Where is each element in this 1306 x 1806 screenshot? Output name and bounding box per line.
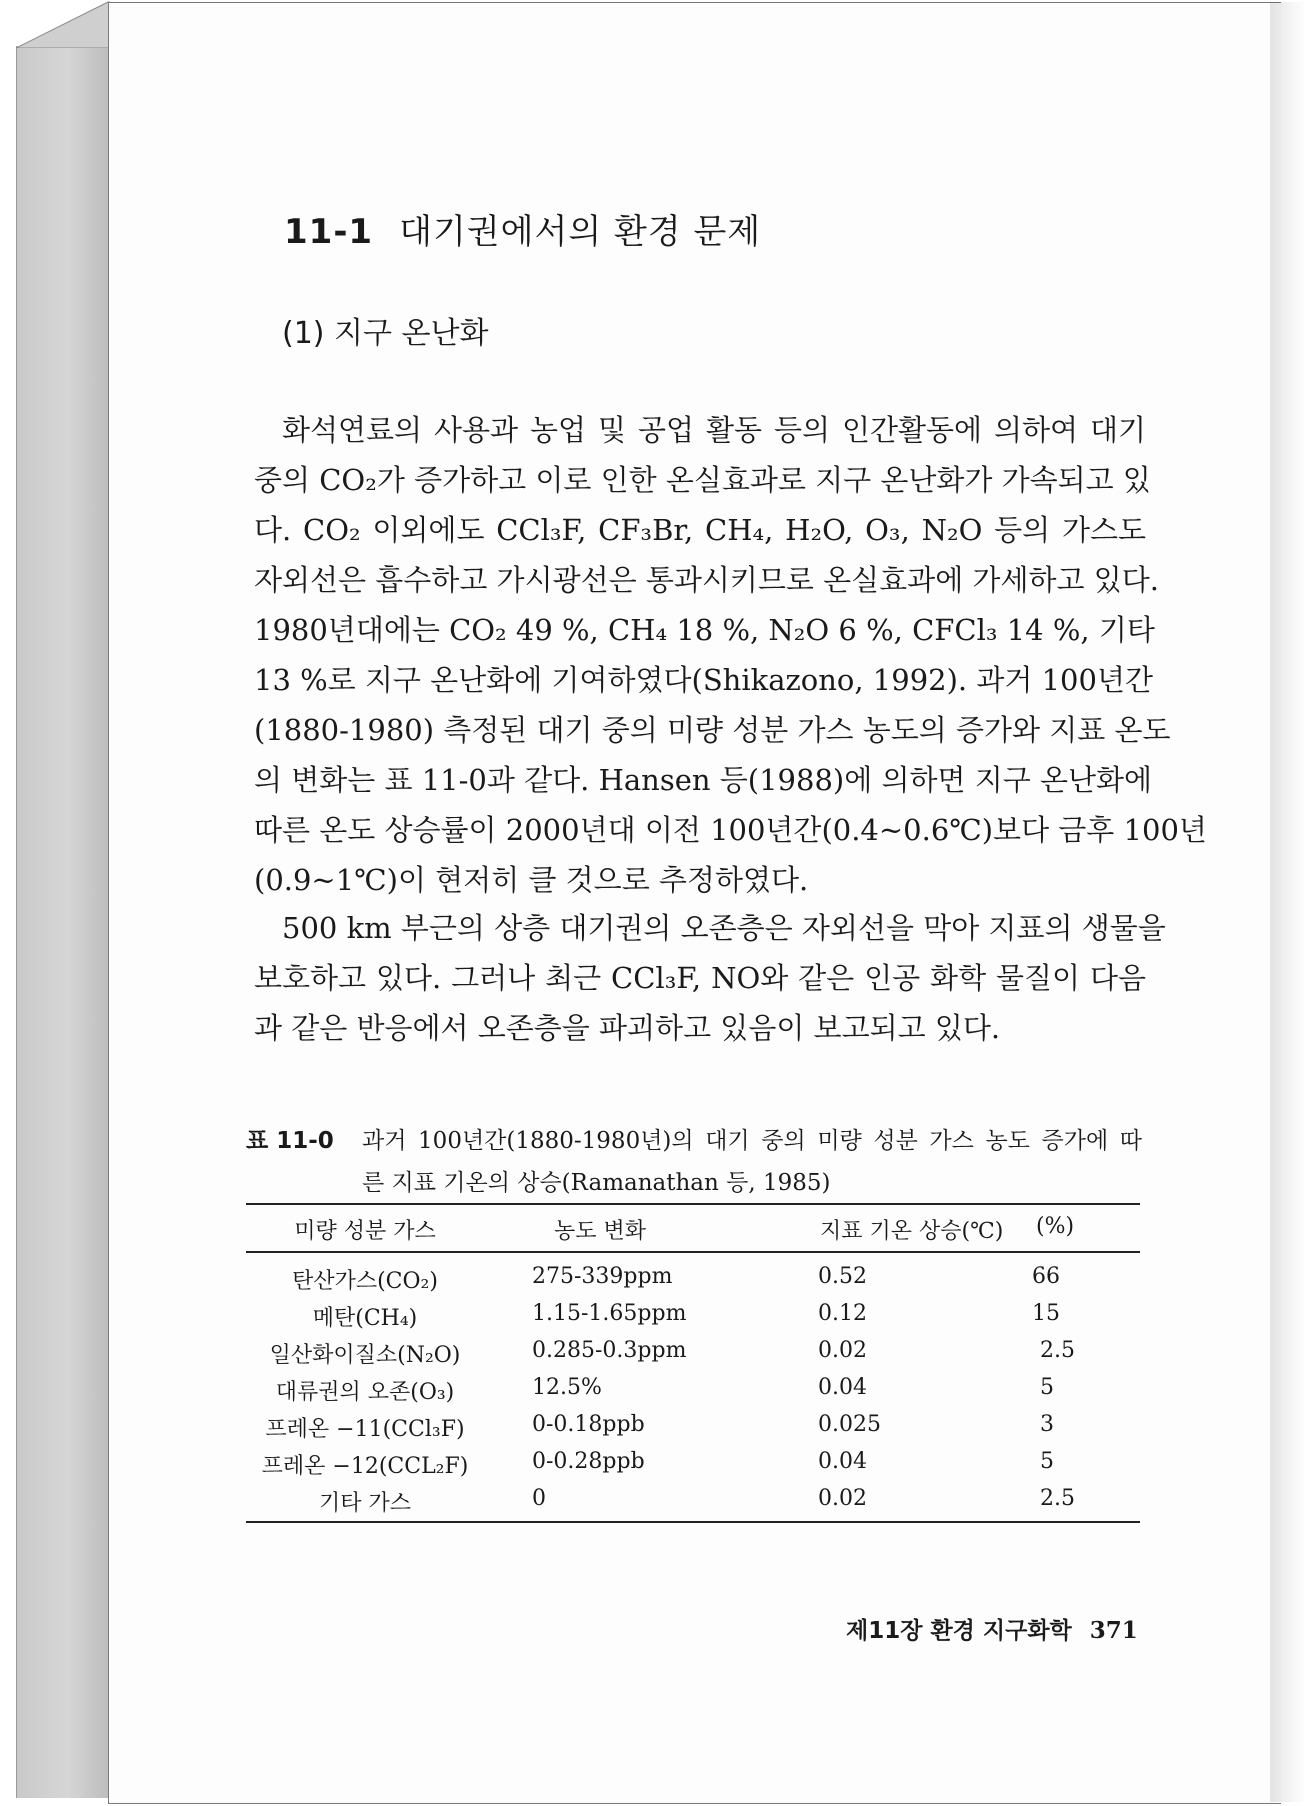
table-cell-gas: 프레온 −12(CCL₂F) xyxy=(261,1454,469,1479)
table-cell-gas: 대류권의 오존(O₃) xyxy=(275,1380,455,1405)
section-number: 11-1 xyxy=(284,212,374,252)
book-top-edge xyxy=(16,0,110,48)
section-title-text: 대기권에서의 환경 문제 xyxy=(399,212,762,252)
paragraph-line: 자외선은 흡수하고 가시광선은 통과시키므로 온실효과에 가세하고 있다. xyxy=(254,563,1159,597)
footer-chapter: 제11장 환경 지구화학 xyxy=(846,1618,1072,1644)
table-cell-gas: 메탄(CH₄) xyxy=(312,1306,418,1331)
table-header-rule xyxy=(246,1251,1140,1253)
table-cell-gas: 프레온 −11(CCl₃F) xyxy=(265,1417,465,1442)
page-number: 371 xyxy=(1089,1617,1138,1644)
table-cell-pct: 2.5 xyxy=(1040,1338,1075,1363)
table-cell-conc: 275-339ppm xyxy=(532,1264,673,1289)
paragraph-line: 의 변화는 표 11-0과 같다. Hansen 등(1988)에 의하면 지구 온난화에 xyxy=(254,763,1153,797)
table-cell-gas: 일산화이질소(N₂O) xyxy=(269,1343,461,1368)
table-cell-conc: 0-0.28ppb xyxy=(532,1449,645,1474)
table-header-conc: 농도 변화 xyxy=(554,1219,647,1244)
table-cell-temp: 0.02 xyxy=(818,1486,867,1511)
paragraph-line: (1880-1980) 측정된 대기 중의 미량 성분 가스 농도의 증가와 지표 온도 xyxy=(254,713,1171,747)
paragraph-line: 중의 CO₂가 증가하고 이로 인한 온실효과로 지구 온난화가 가속되고 있 xyxy=(254,463,1151,497)
section-title xyxy=(284,204,761,253)
subsection-title: (1) 지구 온난화 xyxy=(282,316,489,351)
table-caption-line: 른 지표 기온의 상승(Ramanathan 등, 1985) xyxy=(362,1170,831,1196)
running-footer xyxy=(846,1612,1138,1645)
table-cell-temp: 0.04 xyxy=(818,1449,867,1474)
table-cell-temp: 0.12 xyxy=(818,1301,867,1326)
paragraph-line: 다. CO₂ 이외에도 CCl₃F, CF₃Br, CH₄, H₂O, O₃, N₂O 등의 가스도 xyxy=(254,513,1146,547)
table-cell-gas: 기타 가스 xyxy=(318,1491,411,1516)
table-cell-gas: 탄산가스(CO₂) xyxy=(292,1269,438,1294)
table-header-gas: 미량 성분 가스 xyxy=(294,1219,436,1244)
table-cell-pct: 66 xyxy=(1032,1264,1060,1289)
table-cell-conc: 1.15-1.65ppm xyxy=(532,1301,687,1326)
paragraph-line: (0.9~1℃)이 현저히 클 것으로 추정하였다. xyxy=(254,863,809,897)
paragraph-line: 화석연료의 사용과 농업 및 공업 활동 등의 인간활동에 의하여 대기 xyxy=(282,413,1146,447)
table-cell-pct: 2.5 xyxy=(1040,1486,1075,1511)
table-bottom-rule xyxy=(246,1521,1140,1523)
table-header-temp: 지표 기온 상승(℃) xyxy=(820,1219,1004,1244)
table-cell-temp: 0.04 xyxy=(818,1375,867,1400)
table-cell-pct: 5 xyxy=(1040,1375,1054,1400)
book-page xyxy=(108,2,1281,1804)
table-top-rule xyxy=(246,1203,1140,1205)
table-cell-temp: 0.52 xyxy=(818,1264,867,1289)
page-edge-shadow xyxy=(1270,2,1306,1802)
book-spine-edge xyxy=(16,46,109,1798)
paragraph-line: 1980년대에는 CO₂ 49 %, CH₄ 18 %, N₂O 6 %, CFCl₃ 14 %, 기타 xyxy=(254,613,1155,647)
paragraph-line: 13 %로 지구 온난화에 기여하였다(Shikazono, 1992). 과거 100년간 xyxy=(254,663,1153,697)
table-cell-pct: 5 xyxy=(1040,1449,1054,1474)
table-cell-pct: 15 xyxy=(1032,1301,1060,1326)
table-cell-conc: 0-0.18ppb xyxy=(532,1412,645,1437)
table-cell-temp: 0.025 xyxy=(818,1412,881,1437)
paragraph-line: 과 같은 반응에서 오존층을 파괴하고 있음이 보고되고 있다. xyxy=(254,1011,1001,1045)
paragraph-line: 500 km 부근의 상층 대기권의 오존층은 자외선을 막아 지표의 생물을 xyxy=(282,911,1166,945)
table-cell-temp: 0.02 xyxy=(818,1338,867,1363)
table-header-pct: (%) xyxy=(1036,1214,1075,1239)
paragraph-line: 따른 온도 상승률이 2000년대 이전 100년간(0.4~0.6℃)보다 금후 100년 xyxy=(254,813,1207,847)
table-caption-line: 과거 100년간(1880-1980년)의 대기 중의 미량 성분 가스 농도 증가에 따 xyxy=(362,1128,1142,1154)
paragraph-line: 보호하고 있다. 그러나 최근 CCl₃F, NO와 같은 인공 화학 물질이 다음 xyxy=(254,961,1146,995)
table-cell-conc: 12.5% xyxy=(532,1375,602,1400)
table-cell-pct: 3 xyxy=(1040,1412,1054,1437)
table-label: 표 11-0 xyxy=(246,1128,334,1154)
table-cell-conc: 0.285-0.3ppm xyxy=(532,1338,687,1363)
table-cell-conc: 0 xyxy=(532,1486,546,1511)
